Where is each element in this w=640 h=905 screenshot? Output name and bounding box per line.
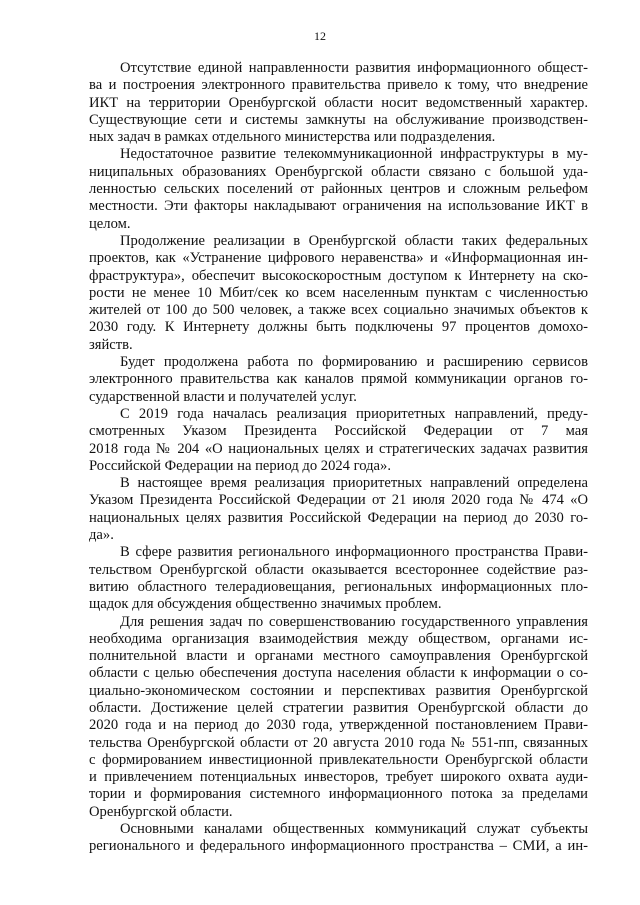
- text-line: необходима организация взаимодействия между обществом, органами ис-: [89, 630, 588, 647]
- text-line: щадок для обсуждения общественно значимых проблем.: [89, 596, 442, 613]
- paragraph: [89, 233, 588, 354]
- text-line: местности. Эти факторы накладывают ограничения на использование ИКТ в: [89, 198, 588, 215]
- paragraph: [89, 614, 588, 822]
- text-line: рости не менее 10 Мбит/сек ко всем населенным пунктам с численностью: [89, 284, 588, 301]
- document-body: [89, 60, 588, 856]
- text-line: ных задач в рамках отдельного министерства или подразделения.: [89, 129, 496, 146]
- paragraph: [89, 544, 588, 613]
- text-line: циально-экономическом состоянии и перспективах развития Оренбургской: [89, 682, 588, 699]
- text-line: Отсутствие единой направленности развития информационного общест-: [120, 60, 588, 76]
- text-line: Указом Президента Российской Федерации от 21 июля 2020 года № 474 «О: [89, 492, 588, 509]
- text-line: электронного правительства как каналов прямой коммуникации органов го-: [89, 371, 588, 388]
- text-line: проектов, как «Устранение цифрового неравенства» и «Информационная ин-: [89, 250, 588, 267]
- paragraph: [89, 821, 588, 856]
- text-line: целом.: [89, 215, 131, 232]
- text-line: Будет продолжена работа по формированию и расширению сервисов: [120, 354, 588, 371]
- text-line: ва и построения электронного правительства привело к тому, что внедрение: [89, 77, 588, 94]
- text-line: 2018 года № 204 «О национальных целях и стратегических задачах развития: [89, 440, 588, 457]
- paragraph: [89, 475, 588, 544]
- text-line: ленностью сельских поселений от районных центров и сложным рельефом: [89, 181, 588, 198]
- text-line: Существующие сети и системы замкнуты на обслуживание производствен-: [89, 111, 588, 128]
- text-line: области. Достижение целей стратегии развития Оренбургской области до: [89, 699, 588, 716]
- text-line: ИКТ на территории Оренбургской области носит ведомственный характер.: [89, 94, 588, 111]
- text-line: тельством Оренбургской области оказывается всестороннее содействие раз-: [89, 561, 588, 578]
- text-line: и привлечением потенциальных инвесторов, требует широкого охвата ауди-: [89, 769, 588, 786]
- text-line: 2020 года и на период до 2030 года, утвержденной постановлением Прави-: [89, 717, 588, 734]
- text-line: области с целью обеспечения доступа населения области к информации о со-: [89, 665, 588, 682]
- text-line: тории и формирования системного информационного потока за пределами: [89, 786, 588, 803]
- text-line: регионального и федерального информационного пространства – СМИ, а ин-: [89, 838, 588, 855]
- text-line: сударственной власти и получателей услуг.: [89, 388, 357, 405]
- text-line: жителей от 100 до 500 человек, а также всех социально значимых объектов к: [89, 302, 588, 319]
- text-line: с формированием инвестиционной привлекательности Оренбургской области: [89, 751, 588, 768]
- text-line: Оренбургской области.: [89, 803, 233, 820]
- text-line: Недостаточное развитие телекоммуникационной инфраструктуры в му-: [120, 146, 588, 163]
- text-line: 2030 году. К Интернету должны быть подключены 97 процентов домохо-: [89, 319, 588, 336]
- text-line: зяйств.: [89, 336, 133, 353]
- text-line: С 2019 года началась реализация приоритетных направлений, преду-: [120, 405, 588, 422]
- text-line: смотренных Указом Президента Российской Федерации от 7 мая: [89, 423, 588, 440]
- text-line: полнительной власти и органами местного самоуправления Оренбургской: [89, 648, 588, 665]
- paragraph: [89, 406, 588, 475]
- text-line: фраструктура», обеспечит высокоскоростным доступом к Интернету на ско-: [89, 267, 588, 284]
- text-line: ниципальных образованиях Оренбургской области связано с большой уда-: [89, 163, 588, 180]
- text-line: Для решения задач по совершенствованию государственного управления: [120, 613, 588, 630]
- text-line: В сфере развития регионального информационного пространства Прави-: [120, 544, 588, 561]
- text-line: да».: [89, 527, 114, 544]
- text-line: Продолжение реализации в Оренбургской области таких федеральных: [120, 232, 588, 249]
- text-line: В настоящее время реализация приоритетных направлений определена: [120, 475, 588, 492]
- paragraph: [89, 354, 588, 406]
- paragraph: [89, 60, 588, 146]
- text-line: витию областного телерадиовещания, региональных информационных пло-: [89, 578, 588, 595]
- paragraph: [89, 146, 588, 232]
- page-number: 12: [314, 29, 326, 43]
- text-line: Основными каналами общественных коммуникаций служат субъекты: [120, 821, 588, 838]
- text-line: тельства Оренбургской области от 20 августа 2010 года № 551-пп, связанных: [89, 734, 588, 751]
- text-line: Российской Федерации на период до 2024 года».: [89, 457, 391, 474]
- text-line: национальных целях развития Российской Федерации на период до 2030 го-: [89, 509, 588, 526]
